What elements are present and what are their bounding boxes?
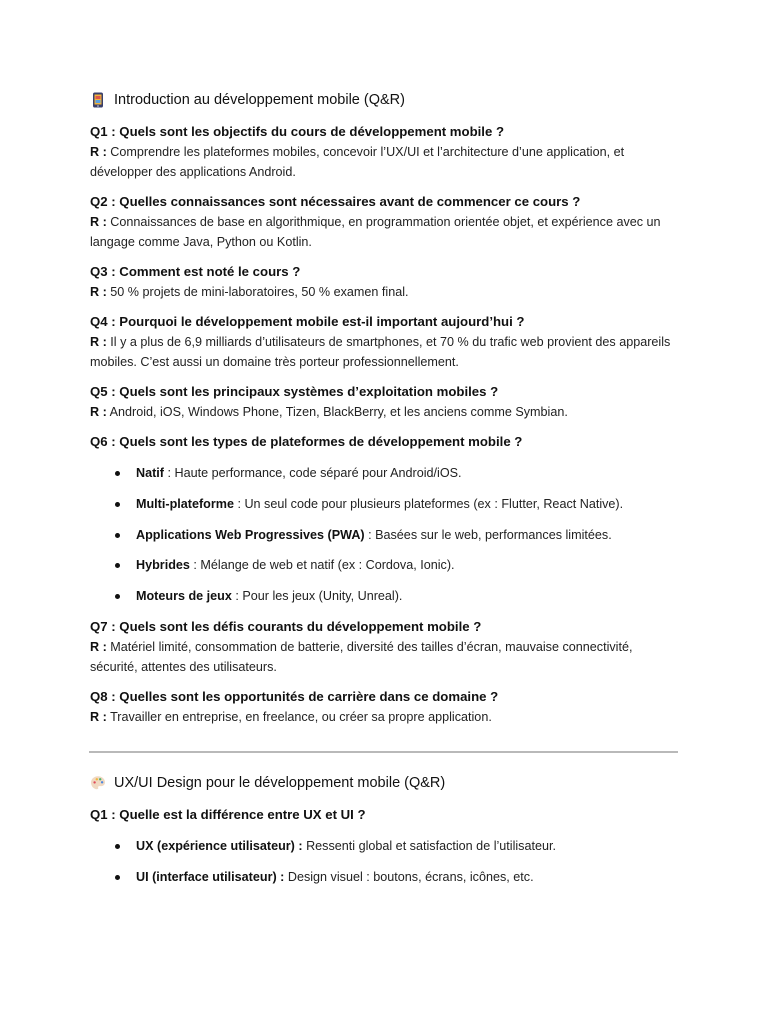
answer [90,707,680,727]
list-item [112,836,680,856]
qa-item [90,192,680,252]
answer [90,637,680,677]
qa-item [90,262,680,302]
qa-item [90,432,680,606]
list-term: UI (interface utilisateur) : [136,869,285,884]
list-term: Applications Web Progressives (PWA) [136,527,365,542]
answer-label: R : [90,145,107,159]
answer [90,282,680,302]
answer-text: Android, iOS, Windows Phone, Tizen, BlackBerry, et les anciens comme Symbian. [106,405,568,419]
list-item [112,867,680,887]
mobile-phone-icon [90,92,106,108]
answer-label: R : [90,215,107,229]
list-term: Natif [136,466,164,480]
list-desc: : Pour les jeux (Unity, Unreal). [231,589,403,604]
list-term: Moteurs de jeux [136,589,232,604]
answer-text: 50 % projets de mini-laboratoires, 50 % examen final. [106,285,409,299]
answer-text: Comprendre les plateformes mobiles, concevoir l’UX/UI et l’architecture d’une application, et développer des applications Android. [90,145,625,179]
bullet-list [90,836,680,887]
question: Q8 : Quelles sont les opportunités de carrière dans ce domaine ? [90,688,499,704]
qa-item [90,805,680,887]
list-desc: : Haute performance, code séparé pour Android/iOS. [164,466,462,480]
question: Q5 : Quels sont les principaux systèmes d’exploitation mobiles ? [90,384,499,399]
answer-label: R : [90,639,107,654]
list-item [112,525,680,545]
question: Q6 : Quels sont les types de plateformes de développement mobile ? [90,434,523,449]
answer-text: Il y a plus de 6,9 milliards d’utilisateurs de smartphones, et 70 % du trafic web provient des appareils mobiles. C’est aussi un domaine très porteur professionnellement. [90,335,671,369]
list-desc: : Un seul code pour plusieurs plateformes (ex : Flutter, React Native). [233,496,624,511]
answer [90,212,680,252]
list-term: Hybrides [136,558,190,573]
list-item [112,463,680,483]
question: Q7 : Quels sont les défis courants du développement mobile ? [90,618,482,634]
answer-text: Travailler en entreprise, en freelance, ou créer sa propre application. [106,709,492,724]
list-item [112,555,680,575]
answer [90,332,680,372]
answer-text: Connaissances de base en algorithmique, en programmation orientée objet, et expérience avec un langage comme Java, Python ou Kotlin. [90,215,661,249]
bullet-list [90,463,680,606]
question: Q4 : Pourquoi le développement mobile est-il important aujourd’hui ? [90,314,525,329]
list-item [112,494,680,514]
list-term: UX (expérience utilisateur) : [136,838,303,853]
list-desc: : Basées sur le web, performances limitées. [364,527,612,542]
list-term: Multi-plateforme [136,496,234,511]
question: Q1 : Quels sont les objectifs du cours de développement mobile ? [90,124,505,139]
qa-item [90,687,680,727]
qa-item [90,312,680,372]
list-desc: Ressenti global et satisfaction de l’utilisateur. [302,838,556,853]
qa-item [90,382,680,422]
section-title-uxui [90,775,680,791]
answer [90,402,680,422]
answer-label: R : [90,285,107,299]
answer-text: Matériel limité, consommation de batterie, diversité des tailles d’écran, mauvaise connectivité, sécurité, attentes des utilisateurs. [90,639,633,674]
palette-icon [90,775,106,791]
qa-item [90,122,680,182]
question: Q1 : Quelle est la différence entre UX et UI ? [90,806,366,822]
section-divider [89,751,678,753]
section-title-text: UX/UI Design pour le développement mobile (Q&R) [114,774,446,791]
document-page [90,92,680,898]
answer-label: R : [90,335,107,349]
list-desc: Design visuel : boutons, écrans, icônes, etc. [284,869,534,884]
question: Q2 : Quelles connaissances sont nécessaires avant de commencer ce cours ? [90,194,581,209]
answer-label: R : [90,405,107,419]
question: Q3 : Comment est noté le cours ? [90,264,301,279]
section-title-intro [90,92,680,108]
answer [90,142,680,182]
qa-item [90,617,680,677]
list-desc: : Mélange de web et natif (ex : Cordova, Ionic). [189,558,455,573]
list-item [112,586,680,606]
answer-label: R : [90,709,107,724]
section-title-text: Introduction au développement mobile (Q&R) [114,92,405,108]
